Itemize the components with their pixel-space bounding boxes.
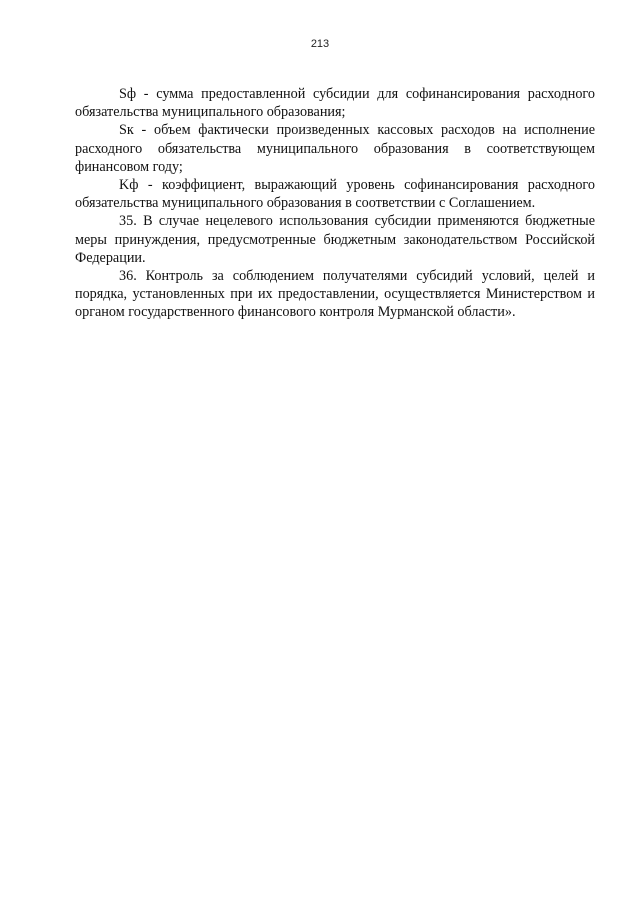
page-number: 213 xyxy=(310,38,330,50)
paragraph-sk-definition: Sк - объем фактически произведенных кассовых расходов на исполнение расходного обязательства муниципального образования в соответствующем финансовом году; xyxy=(75,122,595,175)
paragraph-item-35: 35. В случае нецелевого использования субсидии применяются бюджетные меры принуждения, предусмотренные бюджетным законодательством Российской Федерации. xyxy=(75,213,595,266)
paragraph-sf-definition: Sф - сумма предоставленной субсидии для софинансирования расходного обязательства муниципального образования; xyxy=(75,86,595,121)
paragraph-item-36: 36. Контроль за соблюдением получателями субсидий условий, целей и порядка, установленных при их предоставлении, осуществляется Министерством и органом государственного финансового контроля Мурманской области». xyxy=(75,268,595,321)
paragraph-kf-definition: Kф - коэффициент, выражающий уровень софинансирования расходного обязательства муниципального образования в соответствии с Соглашением. xyxy=(75,177,595,212)
document-body xyxy=(75,85,595,322)
